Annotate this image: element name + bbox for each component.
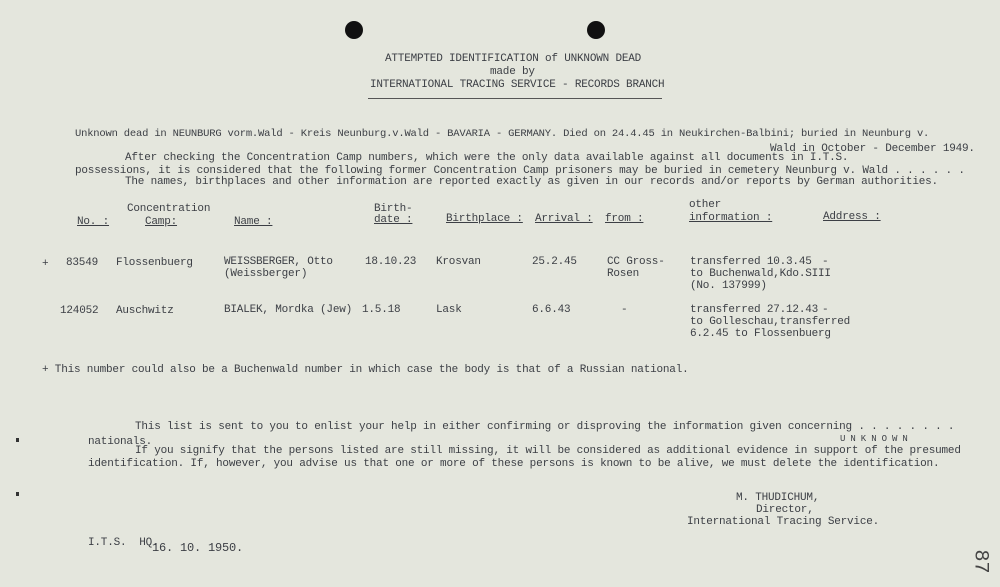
signatory-title: Director, [756,504,814,516]
closing-overtype: U N K N O W N [840,434,908,444]
footer-date: 16. 10. 1950. [152,541,244,555]
cell-name: WEISSBERGER, Otto [224,256,333,268]
cell-arrival: 6.6.43 [532,304,571,316]
title-rule [368,98,662,99]
cell-birthdate: 18.10.23 [365,256,417,268]
col-name: Name : [234,216,273,228]
col-camp-2: Camp: [145,216,178,228]
cell-address: - [822,304,829,316]
cell-other: transferred 10.3.45 [690,256,812,268]
intro-line-3: After checking the Concentration Camp numbers, which were the only data available against all documents in I.T.S. [125,152,849,164]
row-mark: + [42,258,49,270]
closing-line-1: This list is sent to you to enlist your help in either confirming or disproving the information given concerning . . . . . . . . [135,421,955,433]
cell-name: BIALEK, Mordka (Jew) [224,304,353,316]
intro-line-5: The names, birthplaces and other information are reported exactly as given in our records and/or reports by German authorities. [125,176,938,188]
signatory-org: International Tracing Service. [687,516,880,528]
cell-camp: Flossenbuerg [116,257,193,269]
cell-address: - [822,256,829,268]
col-camp-1: Concentration [127,203,211,215]
cell-no: 83549 [66,257,99,269]
cell-from: - [621,304,628,316]
punch-hole-right [587,21,605,39]
signatory-name: M. THUDICHUM, [736,492,820,504]
margin-mark [16,492,19,496]
cell-other: transferred 27.12.43 [690,304,819,316]
col-birthplace: Birthplace : [446,213,523,225]
closing-line-2: nationals. [88,436,153,448]
col-other-2: information : [689,212,773,224]
footer-ref: I.T.S. HQ. [88,537,159,549]
doc-title: ATTEMPTED IDENTIFICATION of UNKNOWN DEAD [385,53,642,65]
cell-arrival: 25.2.45 [532,256,577,268]
col-birth-2: date : [374,214,413,226]
cell-name-alt: (Weissberger) [224,268,308,280]
doc-subtitle: made by [490,66,535,78]
cell-camp: Auschwitz [116,305,174,317]
col-birth-1: Birth- [374,203,413,215]
col-address: Address : [823,211,881,223]
cell-no: 124052 [60,305,99,317]
punch-hole-left [345,21,363,39]
cell-other-3: (No. 137999) [690,280,767,292]
cell-birthdate: 1.5.18 [362,304,401,316]
col-other-1: other [689,199,722,211]
cell-other-3: 6.2.45 to Flossenbuerg [690,328,831,340]
cell-from-2: Rosen [607,268,640,280]
doc-org: INTERNATIONAL TRACING SERVICE - RECORDS BRANCH [370,79,665,91]
cell-from: CC Gross- [607,256,665,268]
col-no: No. : [77,216,110,228]
closing-line-3: If you signify that the persons listed are still missing, it will be considered as additional evidence in support of the presumed [135,445,961,457]
margin-mark [16,438,19,442]
cell-other-2: to Buchenwald,Kdo.SIII [690,268,831,280]
cell-other-2: to Golleschau,transferred [690,316,851,328]
intro-line-4: possessions, it is considered that the following former Concentration Camp prisoners may be buried in cemetery Neunburg v. Wald . . . . . . [75,165,965,177]
col-arrival: Arrival : [535,213,593,225]
cell-birthplace: Lask [436,304,462,316]
col-from: from : [605,213,644,225]
intro-line-2: Wald in October - December 1949. [770,143,975,155]
closing-line-4: identification. If, however, you advise us that one or more of these persons is known to be alive, we must delete the identification. [88,458,940,470]
intro-line-1: Unknown dead in NEUNBURG vorm.Wald - Kreis Neunburg.v.Wald - BAVARIA - GERMANY. Died on 24.4.45 in Neukirchen-Balbini; buried in Neunburg v. [75,128,930,140]
footnote: + This number could also be a Buchenwald number in which case the body is that of a Russian national. [42,364,689,376]
cell-birthplace: Krosvan [436,256,481,268]
page-number: 87 [968,549,992,574]
